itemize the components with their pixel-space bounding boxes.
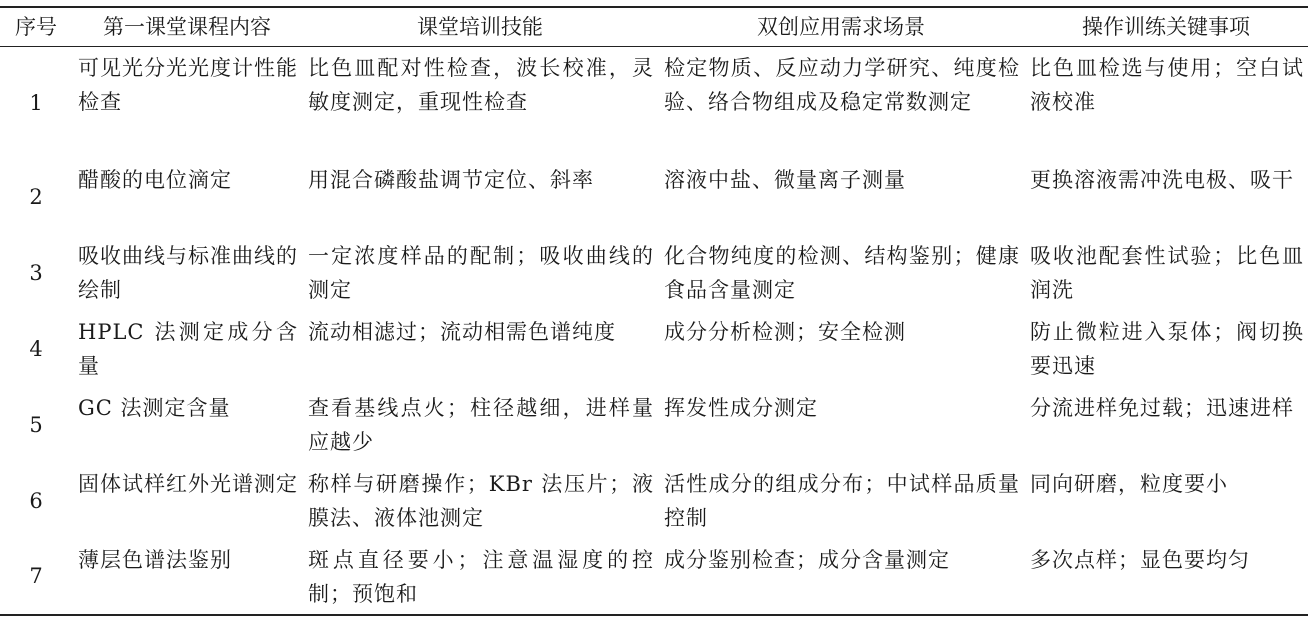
table-row [0,387,1308,463]
cell-course: GC 法测定含量 [78,395,231,420]
header-scene: 双创应用需求场景 [658,7,1024,47]
cell-scene: 挥发性成分测定 [664,395,818,420]
table-row [0,539,1308,615]
cell-skill: 称样与研磨操作；KBr 法压片；液膜法、液体池测定 [308,471,654,530]
course-table-container [0,6,1308,616]
cell-key: 分流进样免过载；迅速进样 [1030,395,1294,420]
cell-index: 4 [29,336,43,361]
header-course: 第一课堂课程内容 [72,7,302,47]
header-index: 序号 [0,7,72,47]
cell-skill: 斑点直径要小；注意温湿度的控制；预饱和 [302,539,658,615]
cell-scene: 成分分析检测；安全检测 [664,319,906,344]
cell-index: 3 [29,260,43,285]
cell-index: 7 [0,539,72,615]
table-row [0,159,1308,235]
cell-skill: 一定浓度样品的配制；吸收曲线的测定 [308,243,654,302]
cell-course: 薄层色谱法鉴别 [72,539,302,615]
cell-key: 同向研磨，粒度要小 [1030,471,1228,496]
table-row [0,47,1308,159]
header-key: 操作训练关键事项 [1024,7,1308,47]
header-skill: 课堂培训技能 [302,7,658,47]
cell-index: 1 [29,90,43,115]
course-skills-table [0,6,1308,616]
table-header [0,7,1308,47]
cell-scene: 溶液中盐、微量离子测量 [664,167,906,192]
cell-key: 更换溶液需冲洗电极、吸干 [1030,167,1294,192]
cell-index: 5 [29,412,43,437]
cell-skill: 比色皿配对性检查，波长校准，灵敏度测定，重现性检查 [308,56,654,114]
cell-scene: 活性成分的组成分布；中试样品质量控制 [664,471,1020,530]
table-row [0,311,1308,387]
cell-key: 比色皿检选与使用；空白试液校准 [1030,56,1304,114]
cell-scene: 成分鉴别检查；成分含量测定 [658,539,1024,615]
table-row [0,463,1308,539]
cell-index: 2 [29,184,43,209]
table-body [0,47,1308,615]
table-row [0,235,1308,311]
cell-index: 6 [29,488,43,513]
cell-key: 多次点样；显色要均匀 [1024,539,1308,615]
cell-course: 可见光分光光度计性能检查 [78,56,298,114]
cell-scene: 化合物纯度的检测、结构鉴别；健康食品含量测定 [664,243,1020,302]
cell-key: 吸收池配套性试验；比色皿润洗 [1030,243,1304,302]
header-row [0,7,1308,47]
cell-skill: 查看基线点火；柱径越细，进样量应越少 [308,395,654,454]
cell-course: 固体试样红外光谱测定 [78,471,298,496]
cell-skill: 用混合磷酸盐调节定位、斜率 [308,167,594,192]
cell-course: 醋酸的电位滴定 [78,167,232,192]
cell-course: 吸收曲线与标准曲线的绘制 [78,243,298,302]
cell-scene: 检定物质、反应动力学研究、纯度检验、络合物组成及稳定常数测定 [664,56,1020,114]
cell-skill: 流动相滤过；流动相需色谱纯度 [308,319,616,344]
cell-key: 防止微粒进入泵体；阀切换要迅速 [1030,319,1304,378]
cell-course: HPLC 法测定成分含量 [78,319,298,378]
